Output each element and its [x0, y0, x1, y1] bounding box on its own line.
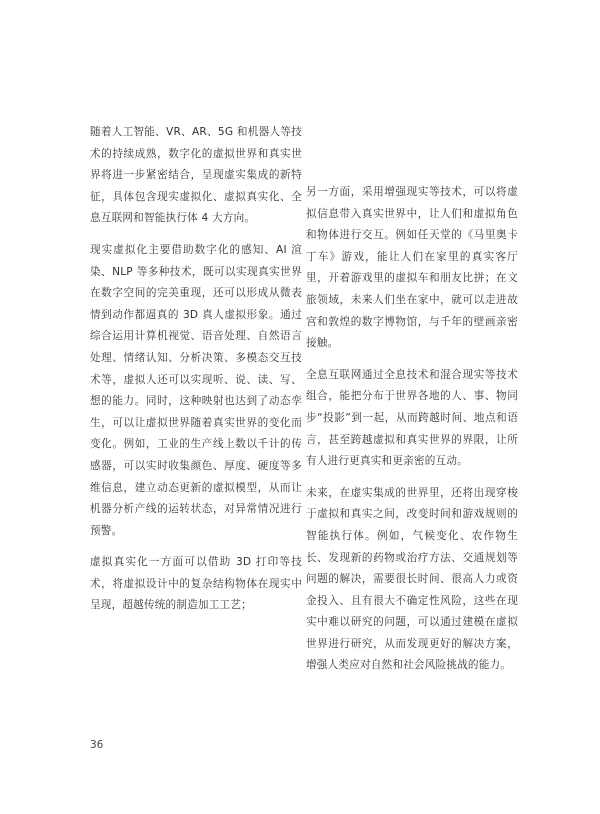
paragraph-trends: 随着人工智能、VR、AR、5G 和机器人等技术的持续成熟，数字化的虚拟世界和真实世界将进一步紧密结合，呈现虚实集成的新特征，具体包含现实虚拟化、虚拟真实化、全息互联网和智能执行体 4 大方向。: [90, 126, 302, 225]
paragraph-virtual-realization: 虚拟真实化一方面可以借助 3D 打印等技术，将虚拟设计中的复杂结构物体在现实中呈现，超越传统的制造加工工艺；: [90, 556, 302, 612]
right-column: [306, 182, 518, 677]
left-column: [90, 122, 302, 617]
paragraph-augmented-reality: 另一方面，采用增强现实等技术，可以将虚拟信息带入真实世界中，让人们和虚拟角色和物体进行交互。例如任天堂的《马里奥卡丁车》游戏，能让人们在家里的真实客厅里，开着游戏里的虚拟车和朋友比拼；在文旅领域，未来人们坐在家中，就可以走进故宫和敦煌的数字博物馆，与千年的壁画亲密接触。: [306, 186, 518, 350]
paragraph-reality-virtualization: 现实虚拟化主要借助数字化的感知、AI 渲染、NLP 等多种技术，既可以实现真实世界在数字空间的完美重现，还可以形成从微表情到动作都逼真的 3D 真人虚拟形象。通过综合运用计算机视觉、语音处理、自然语言处理、情绪认知、分析决策、多模态交互技术等，虚拟人还可以实现听、说、读、写、想的能力。同时，这种映射也达到了动态孪生，可以让虚拟世界随着真实世界的变化而变化。例如，工业的生产线上数以千计的传感器，可以实时收集颜色、厚度、硬度等多维信息，建立动态更新的虚拟模型，从而让机器分析产线的运转状态，对异常情况进行预警。: [90, 243, 302, 537]
paragraph-intelligent-agents: 未来，在虚实集成的世界里，还将出现穿梭于虚拟和真实之间，改变时间和游戏规则的智能执行体。例如，气候变化、农作物生长、发现新的药物或治疗方法、交通规划等问题的解决，需要很长时间、很高人力或资金投入、且有很大不确定性风险，这些在现实中难以研究的问题，可以通过建模在虚拟世界进行研究，从而发现更好的解决方案，增强人类应对自然和社会风险挑战的能力。: [306, 486, 518, 672]
paragraph-holographic-internet: 全息互联网通过全息技术和混合现实等技术组合，能把分布于世界各地的人、事、物同步“投影”到一起，从而跨越时间、地点和语言，甚至跨越虚拟和真实世界的界限，让所有人进行更真实和更亲密的互动。: [306, 368, 518, 468]
page-number: 36: [90, 739, 104, 751]
